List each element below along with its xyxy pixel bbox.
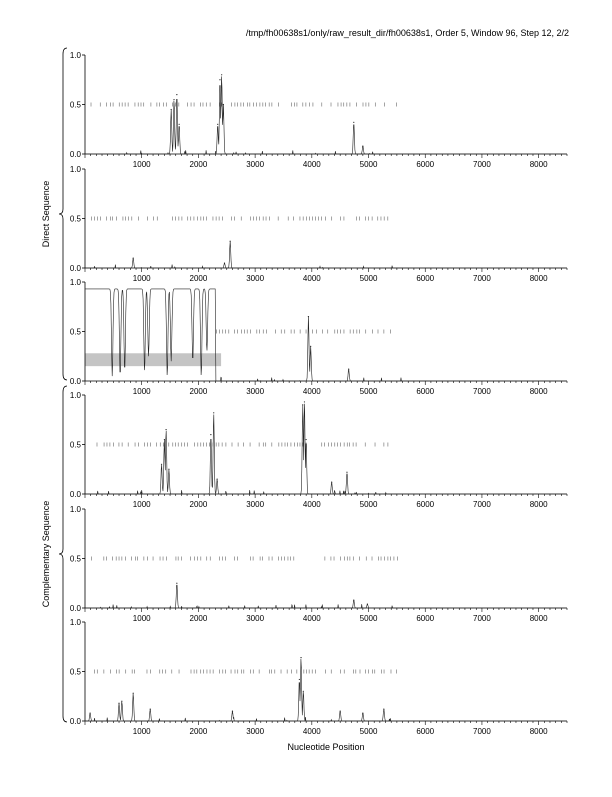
y-tick-label: 0.0 <box>69 717 81 726</box>
panel-2 <box>70 165 567 283</box>
peak-point <box>367 603 368 604</box>
x-tick-label: 8000 <box>529 727 548 736</box>
x-tick-label: 5000 <box>359 614 378 623</box>
x-tick-label: 7000 <box>473 274 491 283</box>
peak-point <box>173 99 174 100</box>
x-tick-label: 2000 <box>189 614 208 623</box>
y-tick-label: 0.5 <box>69 100 81 110</box>
x-tick-label: 5000 <box>359 500 378 509</box>
peak-point <box>383 709 384 710</box>
chart-title: /tmp/fh00638s1/only/raw_result_dir/fh00638s1, Order 5, Window 96, Step 12, 2/2 <box>245 28 569 38</box>
x-tick-label: 8000 <box>529 614 548 623</box>
peak-point <box>331 482 332 483</box>
peak-point <box>165 429 166 430</box>
y-tick-label: 0.5 <box>69 214 81 224</box>
peak-point <box>303 691 304 692</box>
x-tick-label: 2000 <box>189 387 208 396</box>
peak-point <box>310 346 311 347</box>
y-tick-label: 0.0 <box>69 264 81 273</box>
x-tick-label: 4000 <box>302 387 321 396</box>
peak-point <box>217 124 218 125</box>
x-tick-label: 6000 <box>416 500 435 509</box>
peak-point <box>300 657 301 658</box>
panel-3 <box>70 278 567 396</box>
peak-point <box>171 109 172 110</box>
signal-line <box>85 241 567 268</box>
x-tick-label: 4000 <box>302 160 321 169</box>
x-tick-label: 8000 <box>529 274 548 283</box>
y-tick-label: 1.0 <box>69 278 81 287</box>
peak-point <box>346 472 347 473</box>
x-tick-label: 6000 <box>416 614 435 623</box>
peak-point <box>221 74 222 75</box>
panel-4 <box>70 391 567 509</box>
peak-point <box>176 583 177 584</box>
x-tick-label: 4000 <box>302 727 321 736</box>
peak-point <box>353 599 354 600</box>
y-tick-label: 1.0 <box>69 391 81 400</box>
baseline-marks <box>91 103 397 107</box>
peak-point <box>299 679 300 680</box>
baseline-marks <box>92 217 388 221</box>
peak-point <box>224 262 225 263</box>
group-brackets <box>41 48 67 722</box>
peak-point <box>176 94 177 95</box>
y-tick-label: 0.0 <box>69 490 81 499</box>
peak-point <box>213 412 214 413</box>
x-tick-label: 3000 <box>246 727 265 736</box>
baseline-marks <box>94 670 396 674</box>
signal-line <box>85 404 567 494</box>
x-tick-label: 1000 <box>132 727 151 736</box>
x-tick-label: 1000 <box>132 614 151 623</box>
y-tick-label: 0.5 <box>69 440 81 450</box>
x-tick-label: 6000 <box>416 160 435 169</box>
peak-point <box>362 145 363 146</box>
peak-point <box>121 701 122 702</box>
x-tick-label: 7000 <box>473 387 491 396</box>
x-tick-label: 6000 <box>416 274 435 283</box>
peak-point <box>304 401 305 402</box>
peak-point <box>179 124 180 125</box>
direct-sequence-bracket <box>59 48 67 380</box>
x-tick-label: 7000 <box>473 500 491 509</box>
y-tick-label: 0.5 <box>69 554 81 564</box>
complementary-sequence-label: Complementary Sequence <box>41 500 51 608</box>
panel-5 <box>70 505 567 623</box>
x-tick-label: 6000 <box>416 387 435 396</box>
peak-point <box>353 122 354 123</box>
x-tick-label: 2000 <box>189 727 208 736</box>
peak-point <box>164 439 165 440</box>
x-tick-label: 7000 <box>473 160 491 169</box>
x-tick-label: 5000 <box>359 274 378 283</box>
x-tick-label: 7000 <box>473 614 491 623</box>
baseline-marks <box>97 443 388 447</box>
peak-point <box>308 316 309 317</box>
x-tick-label: 8000 <box>529 387 548 396</box>
x-tick-label: 3000 <box>246 614 265 623</box>
peak-point <box>340 711 341 712</box>
y-tick-label: 1.0 <box>69 165 81 174</box>
y-tick-label: 1.0 <box>69 505 81 514</box>
peak-point <box>223 104 224 105</box>
x-tick-label: 7000 <box>473 727 491 736</box>
peak-point <box>362 712 363 713</box>
x-tick-label: 1000 <box>132 387 151 396</box>
x-tick-label: 4000 <box>302 614 321 623</box>
x-tick-label: 5000 <box>359 160 378 169</box>
peak-point <box>133 258 134 259</box>
panel-1 <box>70 51 567 169</box>
y-tick-label: 0.0 <box>69 604 81 613</box>
peak-point <box>230 241 231 242</box>
x-tick-label: 1000 <box>132 160 151 169</box>
y-tick-label: 0.5 <box>69 667 81 677</box>
x-tick-label: 3000 <box>246 500 265 509</box>
peak-point <box>161 464 162 465</box>
panel-6 <box>70 618 567 736</box>
x-tick-label: 2000 <box>189 160 208 169</box>
peak-point <box>217 479 218 480</box>
signal-line <box>85 289 567 381</box>
y-tick-label: 0.0 <box>69 377 81 386</box>
baseline-marks <box>92 557 398 561</box>
peak-point <box>306 439 307 440</box>
peak-point <box>348 369 349 370</box>
x-tick-label: 1000 <box>132 274 151 283</box>
peak-point <box>118 703 119 704</box>
y-tick-label: 0.0 <box>69 150 81 159</box>
x-tick-label: 2000 <box>189 500 208 509</box>
signal-line <box>85 659 567 721</box>
complementary-sequence-bracket <box>59 386 67 722</box>
x-tick-label: 5000 <box>359 387 378 396</box>
baseline-marks <box>217 330 391 334</box>
x-tick-label: 5000 <box>359 727 378 736</box>
x-tick-label: 2000 <box>189 274 208 283</box>
y-tick-label: 1.0 <box>69 51 81 60</box>
direct-sequence-label: Direct Sequence <box>41 180 51 248</box>
x-tick-label: 1000 <box>132 500 151 509</box>
peak-point <box>90 712 91 713</box>
y-tick-label: 0.5 <box>69 327 81 337</box>
signal-line <box>85 76 567 154</box>
x-tick-label: 3000 <box>246 160 265 169</box>
x-tick-label: 4000 <box>302 500 321 509</box>
peak-point <box>219 79 220 80</box>
x-tick-label: 3000 <box>246 274 265 283</box>
peak-point <box>150 709 151 710</box>
y-tick-label: 1.0 <box>69 618 81 627</box>
x-tick-label: 6000 <box>416 727 435 736</box>
x-tick-label: 8000 <box>529 500 548 509</box>
peak-point <box>210 434 211 435</box>
peak-point <box>168 469 169 470</box>
peak-point <box>133 693 134 694</box>
peak-point <box>232 711 233 712</box>
x-tick-label: 8000 <box>529 160 548 169</box>
x-tick-label: 3000 <box>246 387 265 396</box>
panels <box>70 51 567 736</box>
x-axis-label: Nucleotide Position <box>287 742 365 752</box>
peak-point <box>302 404 303 405</box>
x-tick-label: 4000 <box>302 274 321 283</box>
signal-line <box>85 585 567 608</box>
